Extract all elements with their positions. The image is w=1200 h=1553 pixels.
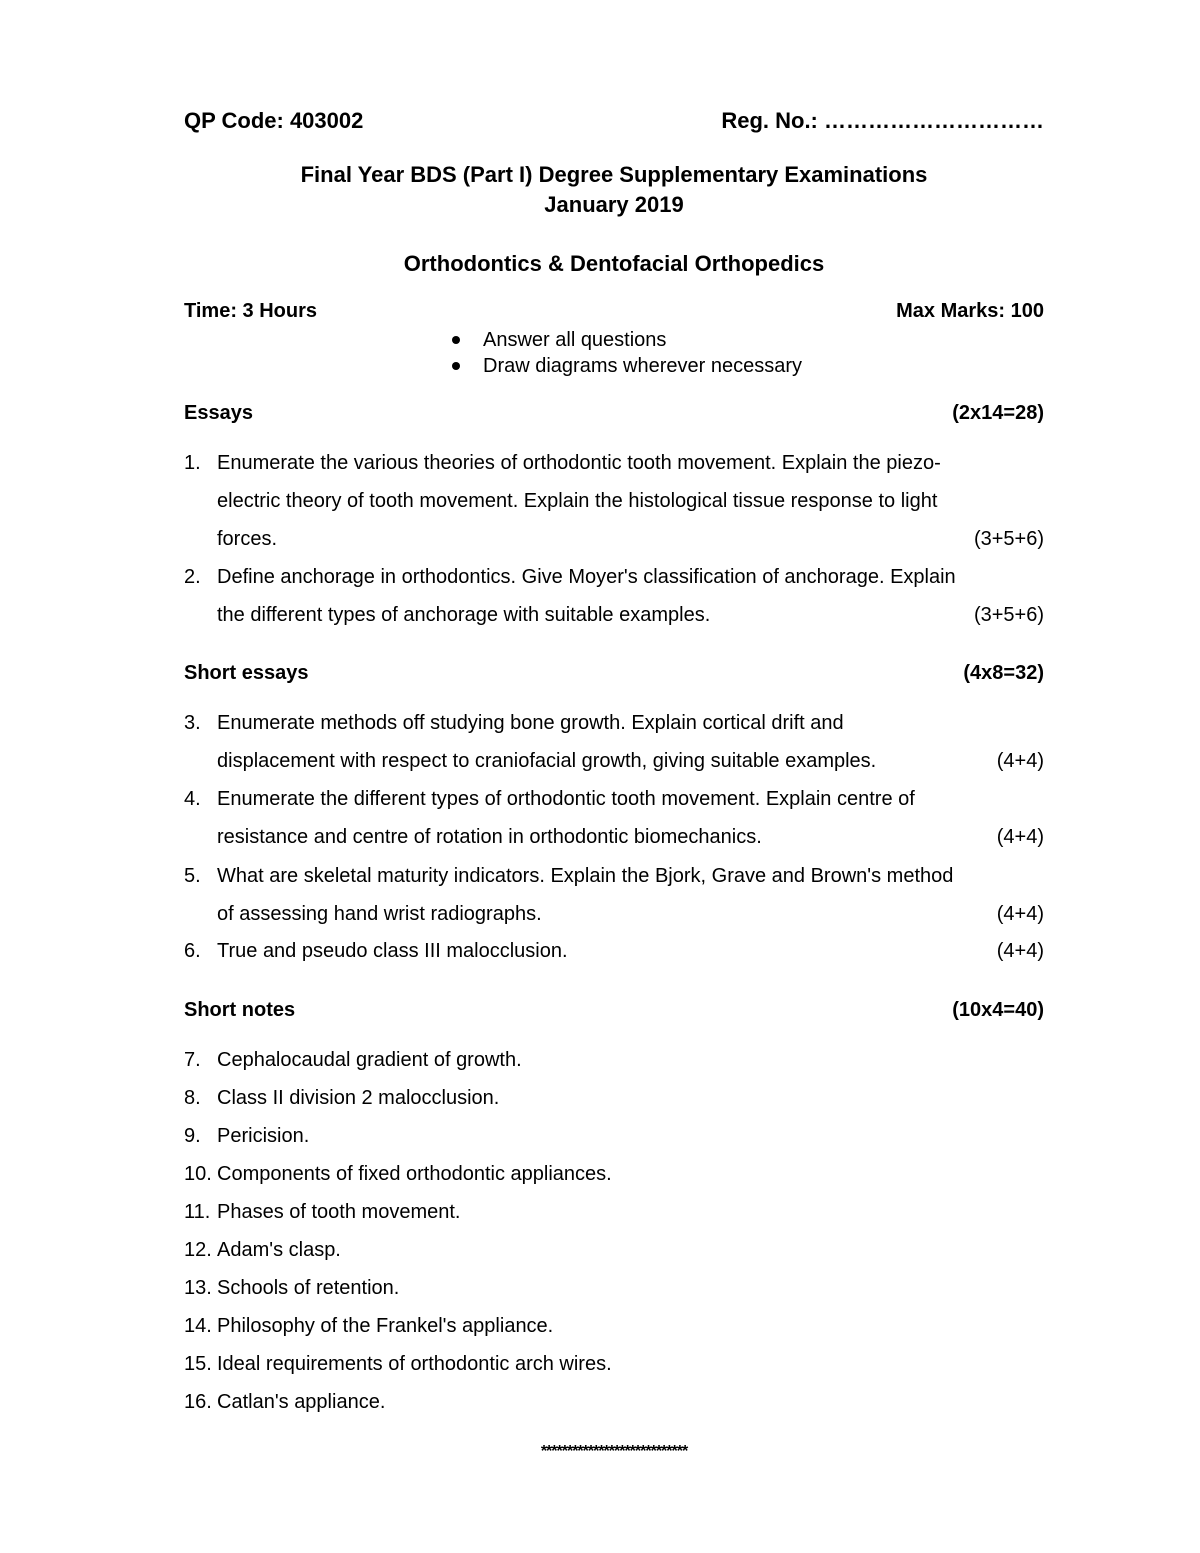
question-marks: (3+5+6) <box>973 604 1044 626</box>
exam-title: Final Year BDS (Part I) Degree Supplementary Examinations <box>300 162 928 187</box>
question-11: 11. Phases of tooth movement. <box>184 1201 461 1223</box>
time-allowed: Time: 3 Hours <box>184 300 317 322</box>
end-of-paper-stars: **************************** <box>540 1443 688 1460</box>
exam-date: January 2019 <box>544 192 684 217</box>
bullet-icon <box>452 336 460 344</box>
instruction-item: Answer all questions <box>448 327 802 353</box>
question-6: 6. True and pseudo class III malocclusion. (4+4) <box>184 932 1044 970</box>
question-marks: (4+4) <box>996 750 1044 772</box>
question-4: 4. Enumerate the different types of orthodontic tooth movement. Explain centre of resistance and centre of rotation in orthodontic biomechanics. (4+4) <box>184 780 1044 856</box>
instructions-list <box>448 327 802 379</box>
question-marks: (4+4) <box>996 903 1044 925</box>
section-short-essays-heading: Short essays (4x8=32) <box>184 662 1044 684</box>
question-2: 2. Define anchorage in orthodontics. Give Moyer's classification of anchorage. Explain the different types of anchorage with suitable examples. (3+5+6) <box>184 558 1044 634</box>
question-16: 16. Catlan's appliance. <box>184 1391 386 1413</box>
max-marks: Max Marks: 100 <box>896 300 1044 322</box>
bullet-icon <box>452 362 460 370</box>
reg-no: Reg. No.: ………………………… <box>721 108 1044 133</box>
question-12: 12. Adam's clasp. <box>184 1239 341 1261</box>
section-essays-heading: Essays (2x14=28) <box>184 402 1044 424</box>
question-10: 10. Components of fixed orthodontic appliances. <box>184 1163 612 1185</box>
question-14: 14. Philosophy of the Frankel's appliance. <box>184 1315 554 1337</box>
question-13: 13. Schools of retention. <box>184 1277 400 1299</box>
question-9: 9. Pericision. <box>184 1125 310 1147</box>
exam-meta <box>184 300 1044 323</box>
question-8: 8. Class II division 2 malocclusion. <box>184 1087 500 1109</box>
question-marks: (4+4) <box>996 940 1044 962</box>
question-5: 5. What are skeletal maturity indicators. Explain the Bjork, Grave and Brown's method of assessing hand wrist radiographs. (4+4) <box>184 857 1044 933</box>
question-marks: (3+5+6) <box>973 528 1044 550</box>
section-short-notes-heading: Short notes (10x4=40) <box>184 999 1044 1021</box>
qp-code: QP Code: 403002 <box>184 108 364 133</box>
question-7: 7. Cephalocaudal gradient of growth. <box>184 1049 522 1071</box>
question-15: 15. Ideal requirements of orthodontic arch wires. <box>184 1353 612 1375</box>
question-3: 3. Enumerate methods off studying bone growth. Explain cortical drift and displacement with respect to craniofacial growth, giving suitable examples. (4+4) <box>184 704 1044 780</box>
subject-title: Orthodontics & Dentofacial Orthopedics <box>403 251 825 276</box>
instruction-item: Draw diagrams wherever necessary <box>448 353 802 379</box>
paper-header <box>184 108 1044 134</box>
question-1: 1. Enumerate the various theories of orthodontic tooth movement. Explain the piezo- electric theory of tooth movement. Explain the histological tissue response to light forces. (3+5+6) <box>184 444 1044 558</box>
question-marks: (4+4) <box>996 826 1044 848</box>
